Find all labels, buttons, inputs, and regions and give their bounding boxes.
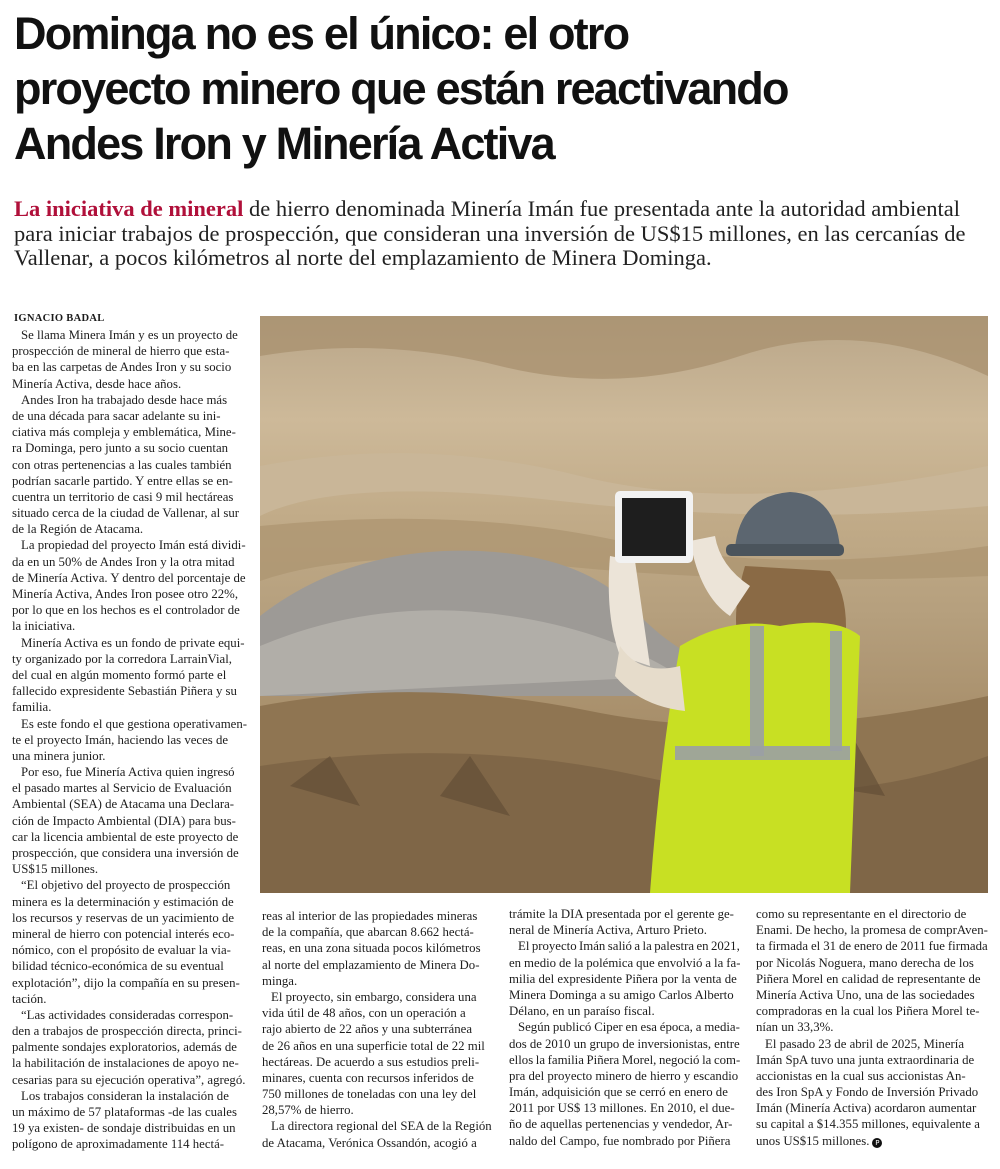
body-line: hectáreas. De acuerdo a sus estudios preli- — [262, 1054, 480, 1069]
body-line: familia. — [12, 700, 52, 715]
body-line: al norte del emplazamiento de Minera Do- — [262, 957, 480, 972]
body-line: ra Dominga, pero junto a su socio cuentan — [12, 441, 229, 456]
body-line: Los trabajos consideran la instalación de — [21, 1088, 229, 1103]
body-line: naldo del Campo, fue nombrado por Piñera — [509, 1133, 731, 1148]
body-line: situado cerca de la ciudad de Vallenar, al sur — [12, 506, 240, 521]
body-line: Según publicó Ciper en esa época, a media- — [518, 1020, 740, 1035]
body-line: palmente sondajes exploratorios, además de — [12, 1040, 237, 1055]
body-line: accionistas en la cual sus accionistas An- — [756, 1068, 966, 1083]
body-line: de una década para sacar adelante su ini- — [12, 408, 221, 423]
body-line: Minería Activa, desde hace años. — [12, 376, 182, 391]
body-line: dos de 2010 un grupo de inversionistas, entre — [509, 1036, 740, 1051]
body-line: trámite la DIA presentada por el gerente ge- — [509, 907, 734, 921]
body-line: bilidad técnico-económica de su eventual — [12, 959, 224, 974]
body-line: cesarias para su ejecución operativa”, agregó. — [12, 1072, 246, 1087]
headline-line-3: Andes Iron y Minería Activa — [14, 118, 554, 169]
body-line: ción de Impacto Ambiental (DIA) para bus- — [12, 813, 236, 828]
body-line: den a trabajos de prospección directa, princi- — [12, 1024, 242, 1039]
body-column-3 — [509, 906, 740, 1149]
body-line: 750 millones de toneladas con una ley del — [262, 1087, 477, 1102]
body-line: minera es la determinación y estimación de — [12, 894, 234, 909]
body-column-1 — [12, 327, 257, 1153]
body-line: de la Región de Atacama. — [12, 522, 144, 537]
body-line: por lo que en los hechos es el controlador de — [12, 603, 240, 618]
article-photo — [260, 316, 988, 893]
body-line: ellos la familia Piñera Morel, negoció la com- — [509, 1052, 740, 1067]
body-line: de Minería Activa. Y dentro del porcentaje de — [12, 570, 246, 585]
body-line: te el proyecto Imán, haciendo las veces de — [12, 732, 229, 747]
body-line: vida útil de 48 años, con un operación a — [262, 1006, 466, 1021]
body-line: la habilitación de instalaciones de apoyo ne- — [12, 1056, 239, 1071]
body-line: una minera junior. — [12, 748, 106, 763]
body-line: 19 ya existen- de sondaje distribuidas en un — [12, 1121, 236, 1136]
body-line: Délano, en un paraíso fiscal. — [509, 1004, 655, 1019]
body-line: Enami. De hecho, la promesa de comprAven- — [756, 923, 988, 938]
body-line: La directora regional del SEA de la Región — [271, 1119, 492, 1134]
body-column-4 — [756, 906, 988, 1149]
body-line: tación. — [12, 991, 47, 1006]
body-line: Minera Dominga a su amigo Carlos Alberto — [509, 987, 734, 1002]
body-line: ta firmada el 31 de enero de 2011 fue firmada — [756, 939, 988, 954]
body-line: los recursos y reservas de un yacimiento de — [12, 910, 235, 925]
body-line: nómico, con el propósito de evaluar la via- — [12, 943, 231, 958]
headline — [14, 6, 984, 171]
body-line: Imán SpA tuvo una junta extraordinaria de — [756, 1052, 975, 1067]
body-line: unos US$15 millones. P — [756, 1133, 988, 1149]
body-line: del cual en algún momento formó parte el — [12, 667, 227, 682]
body-line: des Iron SpA y Fondo de Inversión Privado — [756, 1085, 979, 1100]
body-line: Por eso, fue Minería Activa quien ingresó — [21, 765, 235, 780]
body-line: US$15 millones. — [12, 862, 99, 877]
body-line: compradoras en la cual los Piñera Morel te- — [756, 1004, 980, 1019]
body-line: El proyecto, sin embargo, considera una — [271, 989, 477, 1004]
body-line: 2011 por US$ 13 millones. En 2010, el due- — [509, 1101, 735, 1116]
lede — [14, 197, 989, 271]
body-line: reas al interior de las propiedades mineras — [262, 909, 478, 923]
body-line: podrían sacarle partido. Y entre ellas se en- — [12, 473, 233, 488]
lede-line-1-rest: de hierro denominada Minería Imán fue presentada ante la autoridad ambiental — [243, 196, 960, 221]
body-line: Es este fondo el que gestiona operativamen- — [21, 716, 248, 731]
body-line: El pasado 23 de abril de 2025, Minería — [765, 1036, 965, 1051]
body-line: con otras pertenencias a las cuales también — [12, 457, 232, 472]
body-line: La propiedad del proyecto Imán está dividi- — [21, 538, 246, 553]
body-line: “Las actividades consideradas correspon- — [21, 1007, 234, 1022]
body-line: ño de aquellas pertenencias y vendedor, Ar- — [509, 1117, 733, 1132]
body-line: da en un 50% de Andes Iron y la otra mitad — [12, 554, 235, 569]
body-line: fallecido expresidente Sebastián Piñera y su — [12, 684, 237, 699]
body-line: Imán, adquisición que se cerró en enero de — [509, 1085, 728, 1100]
body-line: rajo abierto de 22 años y una subterránea — [262, 1022, 472, 1037]
vest-reflective-band — [750, 626, 764, 756]
body-line: Minería Activa es un fondo de private equi- — [21, 635, 245, 650]
body-line: polígono de aproximadamente 114 hectá- — [12, 1137, 225, 1152]
body-line: el pasado martes al Servicio de Evaluación — [12, 781, 232, 796]
body-line: pra del proyecto minero de hierro y escandio — [509, 1068, 739, 1083]
end-mark-icon: P — [872, 1138, 882, 1148]
body-line: Piñera Morel en calidad de representante de — [756, 971, 981, 986]
lede-line-2: para iniciar trabajos de prospección, que consideran una inversión de US$15 millones, en las cercanías de — [14, 220, 966, 246]
body-line: su capital a $14.355 millones, equivalente a — [756, 1117, 980, 1132]
body-line: 28,57% de hierro. — [262, 1103, 354, 1118]
body-line: de Atacama, Verónica Ossandón, acogió a — [262, 1135, 477, 1150]
photo-illustration — [260, 316, 988, 893]
body-line: Minería Activa, Andes Iron posee otro 22%, — [12, 587, 239, 601]
helmet-brim — [726, 544, 844, 556]
body-line: un máximo de 57 plataformas -de las cuales — [12, 1105, 237, 1119]
body-line: El proyecto Imán salió a la palestra en 2021, — [518, 939, 740, 954]
body-line: minares, cuenta con recursos inferidos de — [262, 1070, 474, 1085]
body-line: de 26 años en una superficie total de 22 mil — [262, 1038, 485, 1053]
body-line: en medio de la polémica que envolvió a la fa- — [509, 955, 740, 970]
body-line: por Nicolás Noguera, mano derecha de los — [756, 955, 974, 970]
body-line: ty organizado por la corredora LarrainVial, — [12, 651, 232, 666]
body-line: minga. — [262, 973, 298, 988]
body-column-2 — [262, 908, 492, 1151]
body-line: explotación”, dijo la compañía en su presen- — [12, 975, 240, 990]
body-line: Se llama Minera Imán y es un proyecto de — [21, 328, 238, 342]
body-line: neral de Minería Activa, Arturo Prieto. — [509, 923, 707, 938]
body-line: de la compañía, que abarcan 8.662 hectá- — [262, 925, 474, 940]
headline-line-1: Dominga no es el único: el otro — [14, 8, 629, 59]
rock-layer — [260, 316, 988, 379]
body-line: prospección de mineral de hierro que esta- — [12, 344, 230, 359]
body-line: mineral de hierro con potencial interés eco- — [12, 926, 235, 941]
body-line: cuentra un territorio de casi 9 mil hectáreas — [12, 489, 234, 504]
body-line: car la licencia ambiental de este proyecto de — [12, 829, 239, 844]
byline: IGNACIO BADAL — [14, 313, 105, 324]
body-line: prospección, que considera una inversión de — [12, 846, 239, 860]
body-line: ciativa más compleja y emblemática, Mine- — [12, 425, 236, 440]
body-line: nían un 33,3%. — [756, 1020, 834, 1035]
headline-line-2: proyecto minero que están reactivando — [14, 63, 788, 114]
lede-line-3: Vallenar, a pocos kilómetros al norte del emplazamiento de Minera Dominga. — [14, 245, 712, 270]
body-line: como su representante en el directorio de — [756, 907, 967, 921]
body-line: Ambiental (SEA) de Atacama una Declara- — [12, 797, 235, 812]
body-line: la iniciativa. — [12, 619, 76, 634]
vest-reflective-band — [830, 631, 842, 751]
body-line: Imán (Minería Activa) acordaron aumentar — [756, 1101, 977, 1116]
tablet-screen — [622, 498, 686, 556]
body-line: reas, en una zona situada pocos kilómetros — [262, 941, 481, 956]
lede-accent: La iniciativa de mineral — [14, 196, 244, 221]
body-line: Andes Iron ha trabajado desde hace más — [21, 392, 228, 407]
body-line: “El objetivo del proyecto de prospección — [21, 878, 231, 893]
body-line: Minería Activa Uno, una de las sociedades — [756, 987, 975, 1002]
lede-line-1 — [14, 197, 989, 222]
body-line: ba en las carpetas de Andes Iron y su socio — [12, 360, 232, 375]
body-line: milia del expresidente Piñera por la venta de — [509, 971, 737, 986]
